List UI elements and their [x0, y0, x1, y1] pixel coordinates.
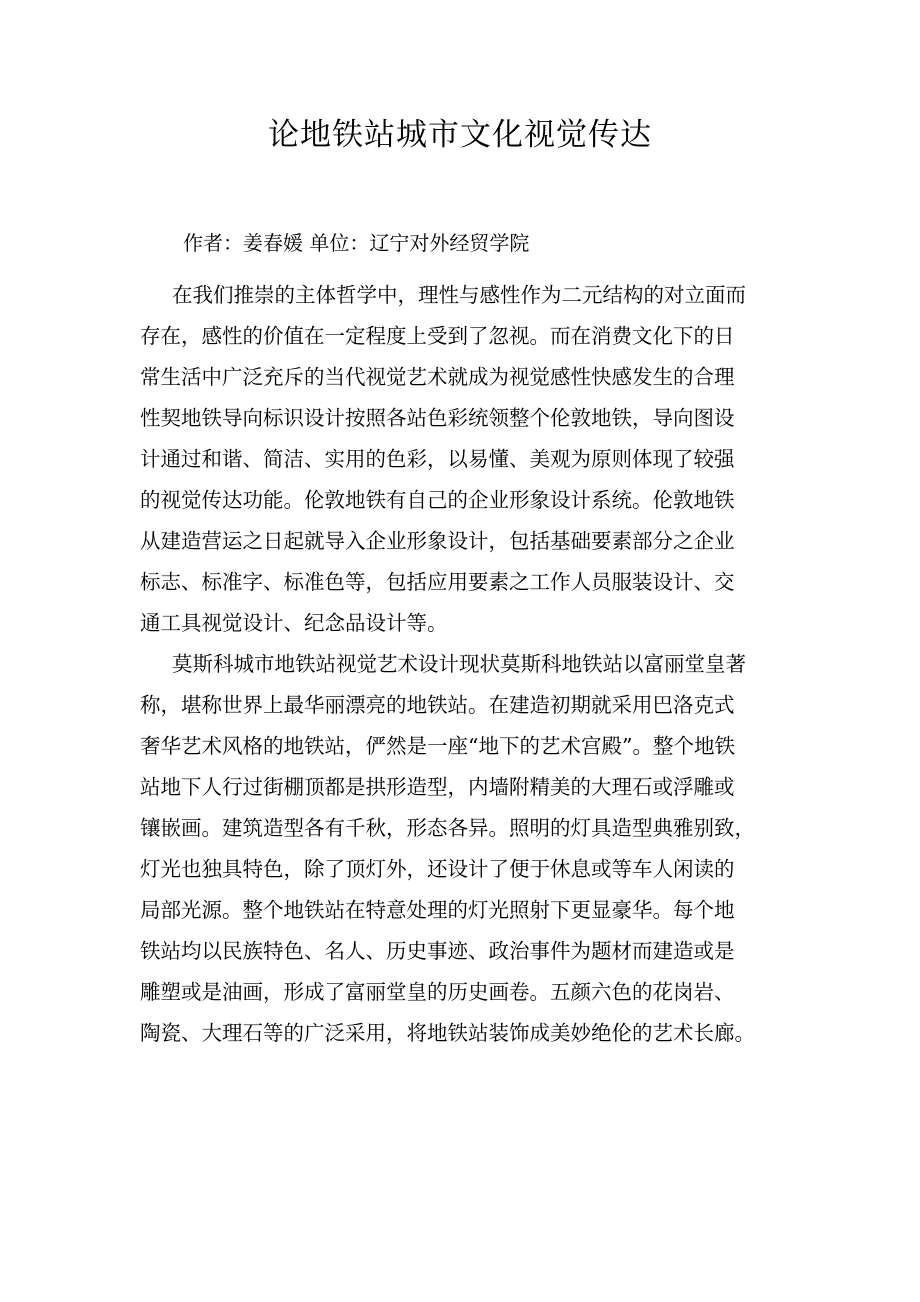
paragraph-line: 站地下人行过街棚顶都是拱形造型，内墙附精美的大理石或浮雕或	[140, 775, 735, 799]
paragraph-line: 铁站均以民族特色、名人、历史事迹、政治事件为题材而建造或是	[140, 939, 735, 963]
author-name: 姜春媛	[243, 231, 303, 255]
paragraph-line: 的视觉传达功能。伦敦地铁有自己的企业形象设计系统。伦敦地铁	[140, 488, 735, 512]
unit-name: 辽宁对外经贸学院	[369, 231, 530, 255]
paragraph-line: 通工具视觉设计、纪念品设计等。	[140, 611, 448, 635]
paragraph-2	[140, 644, 780, 1054]
paragraph-line: 称，堪称世界上最华丽漂亮的地铁站。在建造初期就采用巴洛克式	[140, 693, 735, 717]
paragraph-line: 奢华艺术风格的地铁站，俨然是一座“地下的艺术宫殿”。整个地铁	[140, 734, 735, 758]
paragraph-line: 在我们推崇的主体哲学中，理性与感性作为二元结构的对立面而	[172, 283, 746, 307]
paragraph-line: 镶嵌画。建筑造型各有千秋，形态各异。照明的灯具造型典雅别致，	[140, 816, 755, 840]
paragraph-line: 计通过和谐、简洁、实用的色彩，以易懂、美观为原则体现了较强	[140, 447, 735, 471]
paragraph-line: 从建造营运之日起就导入企业形象设计，包括基础要素部分之企业	[140, 529, 735, 553]
paragraph-line: 局部光源。整个地铁站在特意处理的灯光照射下更显豪华。每个地	[140, 898, 735, 922]
document-title: 论地铁站城市文化视觉传达	[268, 117, 652, 153]
paragraph-line: 性契地铁导向标识设计按照各站色彩统领整个伦敦地铁，导向图设	[140, 406, 735, 430]
paragraph-line: 灯光也独具特色，除了顶灯外，还设计了便于休息或等车人闲读的	[140, 857, 735, 881]
author-label: 作者：	[183, 231, 243, 255]
paragraph-line: 陶瓷、大理石等的广泛采用，将地铁站装饰成美妙绝伦的艺术长廊。	[140, 1021, 755, 1045]
author-line	[183, 228, 529, 258]
unit-label: 单位：	[309, 231, 370, 255]
paragraph-line: 标志、标准字、标准色等，包括应用要素之工作人员服装设计、交	[140, 570, 735, 594]
body-text	[140, 275, 780, 1054]
paragraph-line: 存在，感性的价值在一定程度上受到了忽视。而在消费文化下的日	[140, 324, 735, 348]
paragraph-1	[140, 275, 780, 644]
paragraph-line: 雕塑或是油画，形成了富丽堂皇的历史画卷。五颜六色的花岗岩、	[140, 980, 735, 1004]
paragraph-line: 莫斯科城市地铁站视觉艺术设计现状莫斯科地铁站以富丽堂皇著	[172, 652, 746, 676]
paragraph-line: 常生活中广泛充斥的当代视觉艺术就成为视觉感性快感发生的合理	[140, 365, 735, 389]
